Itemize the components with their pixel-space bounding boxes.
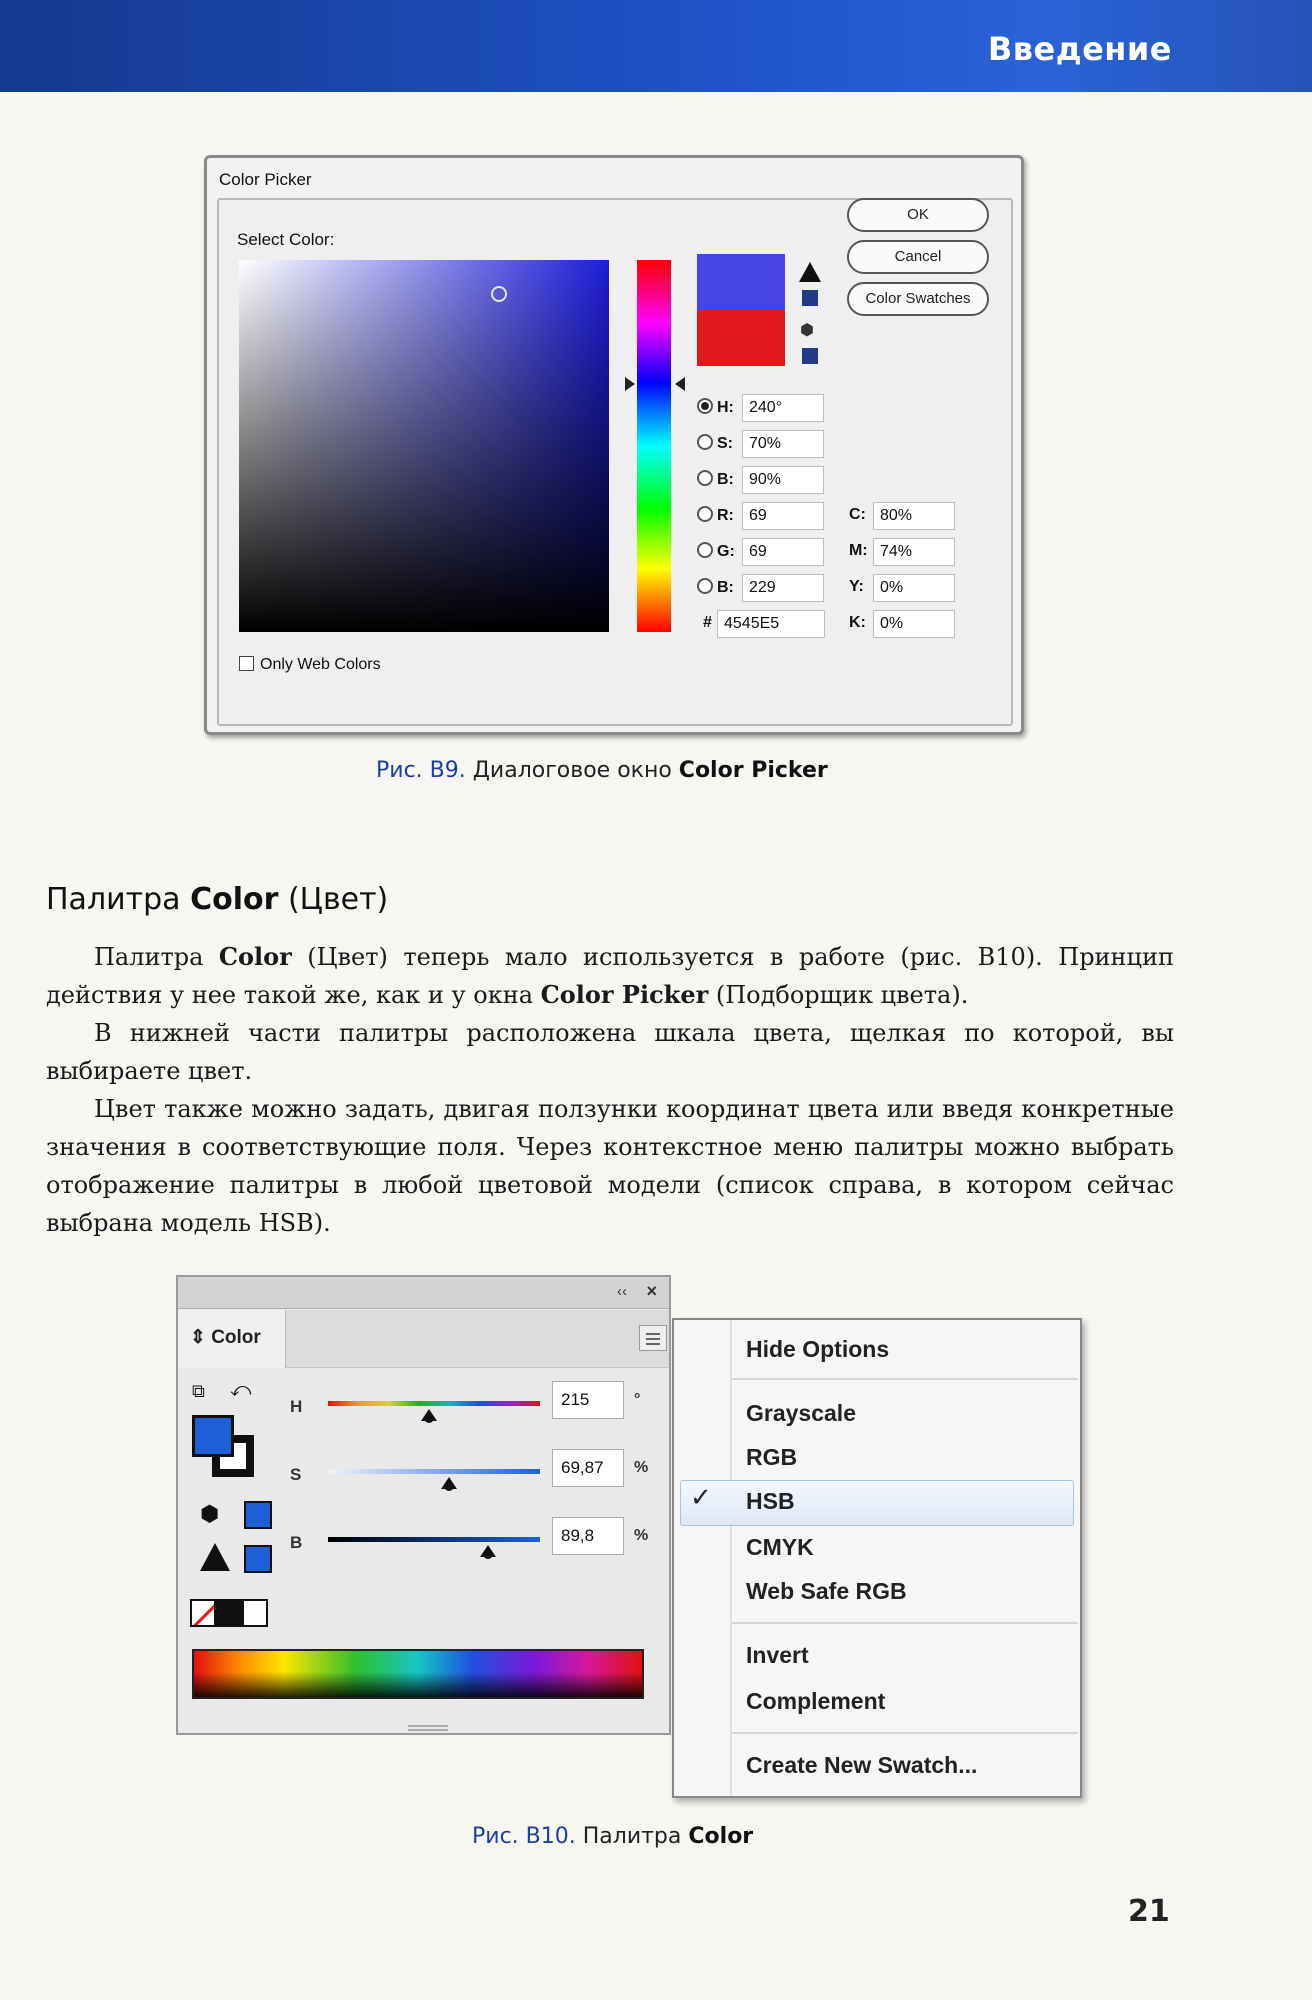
gamut-swatch[interactable]: [802, 290, 818, 306]
panel-tabstrip: [286, 1310, 669, 1368]
hue-slider-left-arrow[interactable]: [625, 377, 635, 391]
heading-pre: Палитра: [46, 882, 181, 917]
color-panel: [176, 1275, 671, 1735]
none-swatch[interactable]: [190, 1599, 216, 1627]
out-of-gamut-warning-icon[interactable]: [799, 262, 821, 282]
blue-radio[interactable]: [697, 578, 713, 594]
menu-item-grayscale[interactable]: Grayscale: [746, 1400, 856, 1426]
hue-slider[interactable]: [328, 1401, 540, 1406]
page-header-banner: [0, 0, 1312, 92]
figure9-caption: [376, 758, 828, 783]
figure9-caption-number: Рис. В9.: [376, 758, 466, 783]
menu-gutter: [730, 1320, 732, 1796]
cyan-input[interactable]: 80%: [873, 502, 955, 530]
panel-resize-grip[interactable]: [408, 1725, 448, 1731]
color-panel-tab[interactable]: ⇕ Color: [178, 1310, 286, 1368]
section-heading: [46, 882, 388, 917]
web-safe-swatch[interactable]: [244, 1501, 272, 1529]
magenta-label: M:: [849, 542, 868, 559]
figure9-caption-bold: Color Picker: [678, 758, 828, 783]
current-color-preview[interactable]: [697, 310, 785, 366]
menu-item-hsb[interactable]: HSB: [746, 1488, 795, 1514]
menu-item-web-safe-rgb[interactable]: Web Safe RGB: [746, 1578, 907, 1604]
hue-slider-right-arrow[interactable]: [675, 377, 685, 391]
menu-item-invert[interactable]: Invert: [746, 1642, 809, 1668]
menu-item-hsb-highlight: [680, 1480, 1074, 1526]
red-radio[interactable]: [697, 506, 713, 522]
hex-label: #: [703, 614, 712, 631]
brightness-label: B:: [717, 471, 734, 488]
menu-separator: [732, 1732, 1078, 1734]
color-picker-dialog: [204, 155, 1024, 735]
black-label: K:: [849, 614, 866, 631]
brightness-value-input[interactable]: 89,8: [552, 1517, 624, 1555]
p1-part-c: (Цвет) теперь мало используется в работе (рис. В10). Принцип действия у нее такой же, как и у окна: [46, 943, 1174, 1009]
yellow-input[interactable]: 0%: [873, 574, 955, 602]
figure10-caption: [472, 1824, 753, 1849]
brightness-row: [697, 470, 741, 489]
cancel-button[interactable]: Cancel: [847, 240, 989, 274]
hue-input[interactable]: 240°: [742, 394, 824, 422]
saturation-input[interactable]: 70%: [742, 430, 824, 458]
green-label: G:: [717, 543, 735, 560]
color-swatches-button[interactable]: Color Swatches: [847, 282, 989, 316]
p1-part-b: Color: [218, 942, 292, 971]
p1-part-a: Палитра: [94, 943, 204, 971]
brightness-slider-label: B: [290, 1533, 303, 1552]
blue-input[interactable]: 229: [742, 574, 824, 602]
fill-color-box[interactable]: [192, 1415, 234, 1457]
yellow-label: Y:: [849, 578, 864, 595]
black-swatch[interactable]: [216, 1599, 242, 1627]
figure10-caption-text: Палитра: [582, 1824, 682, 1849]
green-row: [697, 542, 741, 561]
paragraph-3: Цвет также можно задать, двигая ползунки координат цвета или введя конкретные значения в соответствующие поля. Через контекстное меню палитры можно выбрать отображение палитры в любой цветовой модели (список справа, в котором сейчас выбрана модель HSB).: [46, 1095, 1174, 1237]
p1-part-d: Color Picker: [540, 980, 709, 1009]
figure9-caption-text: Диалоговое окно: [472, 758, 672, 783]
hue-unit: °: [634, 1391, 641, 1408]
figure10-caption-number: Рис. В10.: [472, 1824, 576, 1849]
saturation-slider-label: S: [290, 1465, 302, 1484]
panel-titlebar: [178, 1277, 669, 1309]
gamut-swatch[interactable]: [244, 1545, 272, 1573]
brightness-slider-thumb[interactable]: [480, 1545, 496, 1557]
checkmark-icon: ✓: [690, 1482, 712, 1512]
panel-context-menu: [672, 1318, 1082, 1798]
saturation-slider-thumb[interactable]: [441, 1477, 457, 1489]
saturation-slider[interactable]: [328, 1469, 540, 1474]
swap-arrows-icon[interactable]: ⤺: [230, 1379, 252, 1401]
only-web-colors-option[interactable]: [239, 656, 381, 674]
saturation-unit: %: [634, 1459, 649, 1476]
saturation-radio[interactable]: [697, 434, 713, 450]
menu-separator: [732, 1378, 1078, 1380]
menu-separator: [732, 1622, 1078, 1624]
figure10-caption-bold: Color: [688, 1824, 754, 1849]
web-safe-swatch[interactable]: [802, 348, 818, 364]
blue-row: [697, 578, 741, 597]
saturation-label: S:: [717, 435, 733, 452]
white-swatch[interactable]: [242, 1599, 268, 1627]
hue-value-input[interactable]: 215: [552, 1381, 624, 1419]
hue-slider-label: H: [290, 1397, 303, 1416]
only-web-colors-checkbox[interactable]: [239, 656, 254, 671]
menu-item-create-new-swatch[interactable]: Create New Swatch...: [746, 1752, 978, 1778]
paragraph-1: [46, 938, 1174, 1014]
web-safe-cube-icon[interactable]: ⬢: [800, 322, 814, 339]
menu-item-cmyk[interactable]: CMYK: [746, 1534, 814, 1560]
green-radio[interactable]: [697, 542, 713, 558]
paragraph-2: В нижней части палитры расположена шкала цвета, щелкая по которой, вы выбираете цвет.: [46, 1019, 1174, 1085]
red-label: R:: [717, 507, 734, 524]
hue-label: H:: [717, 399, 734, 416]
close-icon[interactable]: ×: [646, 1281, 657, 1301]
hue-radio[interactable]: [697, 398, 713, 414]
brightness-radio[interactable]: [697, 470, 713, 486]
select-color-label: Select Color:: [237, 230, 335, 249]
heading-post: (Цвет): [287, 882, 389, 917]
ok-button[interactable]: OK: [847, 198, 989, 232]
collapse-icon[interactable]: ‹‹: [617, 1283, 627, 1300]
brightness-unit: %: [634, 1527, 649, 1544]
page-number: 21: [1128, 1894, 1170, 1929]
saturation-row: [697, 434, 741, 453]
menu-item-complement[interactable]: Complement: [746, 1688, 886, 1714]
panel-menu-icon[interactable]: [639, 1325, 667, 1351]
red-input[interactable]: 69: [742, 502, 824, 530]
new-color-preview: [697, 254, 785, 310]
saturation-value-input[interactable]: 69,87: [552, 1449, 624, 1487]
brightness-slider[interactable]: [328, 1537, 540, 1542]
hue-slider-thumb[interactable]: [421, 1409, 437, 1421]
hue-row: [697, 398, 741, 417]
red-row: [697, 506, 741, 525]
blue-label: B:: [717, 579, 734, 596]
hex-input[interactable]: 4545E5: [717, 610, 825, 638]
heading-bold: Color: [190, 882, 279, 917]
color-field-marker[interactable]: [491, 286, 507, 302]
out-of-gamut-warning-icon[interactable]: [200, 1543, 230, 1571]
section-title: Введение: [987, 30, 1172, 68]
color-spectrum-bar[interactable]: [192, 1649, 644, 1699]
cyan-label: C:: [849, 506, 866, 523]
green-input[interactable]: 69: [742, 538, 824, 566]
swap-fill-stroke-icon[interactable]: ⧉: [192, 1381, 205, 1401]
brightness-input[interactable]: 90%: [742, 466, 824, 494]
p1-part-e: (Подборщик цвета).: [715, 981, 969, 1009]
dialog-title: Color Picker: [219, 170, 312, 189]
web-safe-cube-icon[interactable]: ⬢: [200, 1501, 220, 1526]
only-web-colors-label: Only Web Colors: [260, 656, 381, 673]
hue-slider[interactable]: [637, 260, 671, 632]
color-field[interactable]: [239, 260, 609, 632]
menu-item-rgb[interactable]: RGB: [746, 1444, 798, 1470]
black-input[interactable]: 0%: [873, 610, 955, 638]
magenta-input[interactable]: 74%: [873, 538, 955, 566]
menu-item-hide-options[interactable]: Hide Options: [746, 1336, 890, 1362]
